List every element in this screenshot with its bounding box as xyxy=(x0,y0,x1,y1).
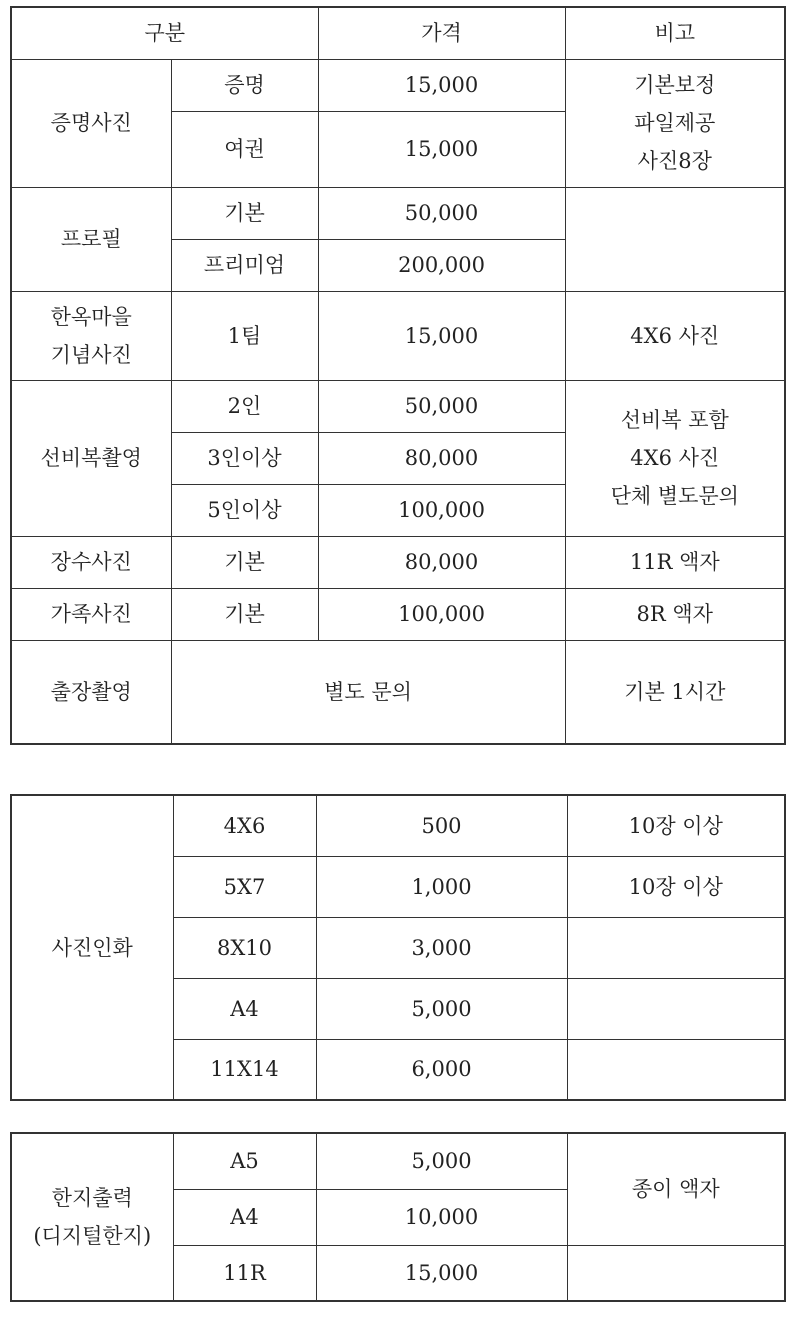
price-cell: 15,000 xyxy=(318,111,565,187)
category-cell: 한지출력 (디지털한지) xyxy=(11,1133,173,1301)
price-cell: 50,000 xyxy=(318,187,565,239)
price-cell: 15,000 xyxy=(318,59,565,111)
size-cell: A4 xyxy=(173,978,316,1039)
table-row xyxy=(11,536,785,588)
note-cell: 11R 액자 xyxy=(565,536,785,588)
type-cell: 여권 xyxy=(171,111,318,187)
header-price: 가격 xyxy=(318,7,565,59)
header-note: 비고 xyxy=(565,7,785,59)
table-row xyxy=(11,291,785,380)
note-cell: 기본 1시간 xyxy=(565,640,785,744)
size-cell: 4X6 xyxy=(173,795,316,856)
header-category: 구분 xyxy=(11,7,318,59)
price-cell: 80,000 xyxy=(318,536,565,588)
note-cell: 4X6 사진 xyxy=(565,291,785,380)
note-cell xyxy=(567,1245,785,1301)
size-cell: 5X7 xyxy=(173,856,316,917)
note-cell: 종이 액자 xyxy=(567,1133,785,1245)
category-cell: 증명사진 xyxy=(11,59,171,187)
price-cell: 500 xyxy=(316,795,567,856)
note-cell: 선비복 포함 4X6 사진 단체 별도문의 xyxy=(565,380,785,536)
category-cell: 선비복촬영 xyxy=(11,380,171,536)
category-cell: 프로필 xyxy=(11,187,171,291)
price-cell: 5,000 xyxy=(316,978,567,1039)
type-cell: 5인이상 xyxy=(171,484,318,536)
print-table xyxy=(10,794,786,1101)
category-cell: 가족사진 xyxy=(11,588,171,640)
type-cell: 2인 xyxy=(171,380,318,432)
price-cell: 50,000 xyxy=(318,380,565,432)
table-row xyxy=(11,795,785,856)
note-cell: 기본보정 파일제공 사진8장 xyxy=(565,59,785,187)
size-cell: 8X10 xyxy=(173,917,316,978)
price-cell: 100,000 xyxy=(318,484,565,536)
note-cell xyxy=(567,978,785,1039)
table-row xyxy=(11,59,785,111)
table-row xyxy=(11,380,785,432)
price-cell: 별도 문의 xyxy=(171,640,565,744)
size-cell: 11R xyxy=(173,1245,316,1301)
type-cell: 1팀 xyxy=(171,291,318,380)
table-row xyxy=(11,588,785,640)
price-cell: 10,000 xyxy=(316,1189,567,1245)
category-cell: 출장촬영 xyxy=(11,640,171,744)
type-cell: 프리미엄 xyxy=(171,239,318,291)
category-cell: 한옥마을 기념사진 xyxy=(11,291,171,380)
note-cell: 10장 이상 xyxy=(567,856,785,917)
size-cell: 11X14 xyxy=(173,1039,316,1100)
price-cell: 1,000 xyxy=(316,856,567,917)
note-cell: 10장 이상 xyxy=(567,795,785,856)
price-cell: 80,000 xyxy=(318,432,565,484)
table-row xyxy=(11,640,785,744)
type-cell: 기본 xyxy=(171,187,318,239)
size-cell: A5 xyxy=(173,1133,316,1189)
hanji-table xyxy=(10,1132,786,1302)
table-row xyxy=(11,187,785,239)
type-cell: 3인이상 xyxy=(171,432,318,484)
type-cell: 증명 xyxy=(171,59,318,111)
category-cell: 장수사진 xyxy=(11,536,171,588)
header-row xyxy=(11,7,785,59)
note-cell xyxy=(565,187,785,291)
price-cell: 100,000 xyxy=(318,588,565,640)
note-cell xyxy=(567,1039,785,1100)
note-cell: 8R 액자 xyxy=(565,588,785,640)
price-cell: 15,000 xyxy=(316,1245,567,1301)
price-table xyxy=(10,6,786,745)
price-cell: 200,000 xyxy=(318,239,565,291)
table-row xyxy=(11,1133,785,1189)
price-cell: 5,000 xyxy=(316,1133,567,1189)
type-cell: 기본 xyxy=(171,536,318,588)
price-cell: 6,000 xyxy=(316,1039,567,1100)
size-cell: A4 xyxy=(173,1189,316,1245)
price-cell: 3,000 xyxy=(316,917,567,978)
note-cell xyxy=(567,917,785,978)
type-cell: 기본 xyxy=(171,588,318,640)
category-cell: 사진인화 xyxy=(11,795,173,1100)
price-cell: 15,000 xyxy=(318,291,565,380)
